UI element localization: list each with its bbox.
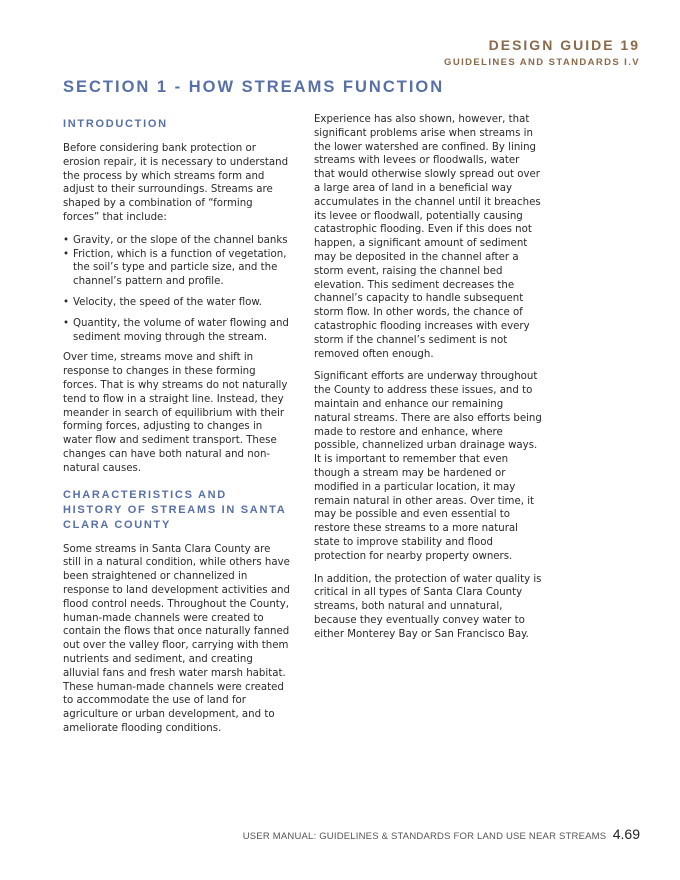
bullet-icon: •: [63, 317, 70, 329]
page-header: [444, 36, 640, 69]
page-number: 4.69: [612, 826, 640, 842]
left-column: [63, 113, 291, 745]
list-item: [63, 248, 291, 289]
introduction-heading: INTRODUCTION: [63, 118, 168, 130]
design-guide-title: DESIGN GUIDE 19: [488, 37, 640, 53]
list-item: [63, 296, 291, 310]
list-item-text: Friction, which is a function of vegetation, the soil’s type and particle size, and the channel’s pattern and profile.: [73, 248, 287, 288]
history-heading: CHARACTERISTICS AND HISTORY OF STREAMS IN SANTA CLARA COUNTY: [63, 488, 286, 531]
bullet-icon: •: [63, 248, 70, 260]
water-quality-paragraph: In addition, the protection of water quality is critical in all types of Santa Clara County streams, both natural and unnatural, because they eventually convey water to either Monterey Bay or San Francisco Bay.: [314, 573, 542, 640]
list-item-text: Velocity, the speed of the water flow.: [73, 296, 262, 308]
efforts-paragraph: Significant efforts are underway throughout the County to address these issues, and to maintain and enhance our remaining natural streams. There are also efforts being made to restore and enhance, where possible, channelized urban drainage ways. It is important to remember that even though a stream may be hardened or modified in a particular location, it may remain natural in other areas. Over time, it may be possible and even essential to restore these streams to a more natural state to improve stability and flood protection for nearby property owners.: [314, 371, 542, 562]
history-paragraph: Some streams in Santa Clara County are still in a natural condition, while others have been straightened or channelized in response to land development activities and flood control needs. Throughout the County, human-made channels were created to contain the flows that once naturally fanned out over the valley floor, carrying with them nutrients and sediment, and creating alluvial fans and fresh water marsh habitat. These human-made channels were created to accommodate the use of land for agriculture or urban development, and to ameliorate flooding conditions.: [63, 543, 290, 734]
list-item: [63, 317, 291, 345]
footer-text: USER MANUAL: GUIDELINES & STANDARDS FOR LAND USE NEAR STREAMS: [242, 831, 607, 842]
over-time-paragraph: Over time, streams move and shift in response to changes in these forming forces. That is why streams do not naturally tend to flow in a straight line. Instead, they meander in search of equilibrium with their forming forces, adjusting to changes in water flow and sediment transport. These changes can have both natural and non-natural causes.: [63, 352, 288, 474]
bullet-icon: •: [63, 234, 70, 246]
list-item: [63, 234, 291, 248]
right-column: [314, 113, 542, 650]
design-guide-subtitle: GUIDELINES AND STANDARDS I.V: [444, 57, 640, 68]
forming-forces-list: [63, 234, 291, 345]
intro-paragraph: Before considering bank protection or erosion repair, it is necessary to understand the process by which streams form and adjust to their surroundings. Streams are shaped by a combination of “forming forces” that include:: [63, 143, 289, 223]
experience-paragraph: Experience has also shown, however, that significant problems arise when streams in the lower watershed are confined. By lining streams with levees or floodwalls, water that would otherwise slowly spread out over a large area of land in a beneficial way accumulates in the channel until it breaches its levee or floodwall, potentially causing catastrophic flooding. Even if this does not happen, a significant amount of sediment may be deposited in the channel after a storm event, raising the channel bed elevation. This sediment decreases the channel’s capacity to handle subsequent storm flow. In other words, the chance of catastrophic flooding increases with every storm if the channel’s sediment is not removed often enough.: [314, 114, 541, 360]
list-item-text: Quantity, the volume of water flowing and sediment moving through the stream.: [73, 317, 289, 343]
list-item-text: Gravity, or the slope of the channel banks: [73, 234, 288, 246]
page-footer: [243, 826, 640, 844]
bullet-icon: •: [63, 296, 70, 308]
section-title: SECTION 1 - HOW STREAMS FUNCTION: [63, 78, 445, 96]
